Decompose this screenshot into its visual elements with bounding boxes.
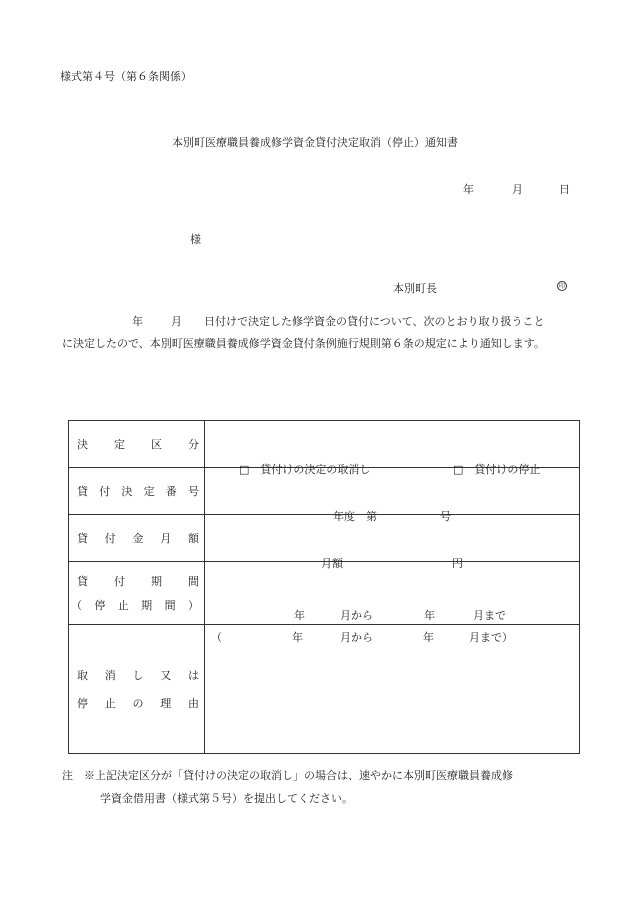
monthly-amount-value-cell (205, 515, 580, 570)
loan-period-label-cell (69, 562, 205, 625)
form-number: 様式第４号（第６条関係） (60, 70, 192, 83)
period-start-month: 月から (340, 609, 373, 622)
loan-number-label: 貸 付 決 定 番 号 (77, 485, 199, 498)
body-year-label: 年 (132, 315, 143, 328)
period-end-month: 月まで (473, 609, 506, 622)
stop-period-label: （ 停 止 期 間 ） (71, 599, 199, 612)
body-text-line1: 日付けで決定した修学資金の貸付について、次のとおり取り扱うこと (204, 315, 545, 328)
cancel-option-checkbox[interactable]: □ 貸付けの決定の取消し (239, 463, 371, 476)
stop-period-start-year: 年 (292, 631, 303, 644)
date-day-label: 日 (559, 183, 570, 196)
reason-label-line1: 取 消 し 又 は (77, 669, 199, 682)
table-row (69, 421, 580, 468)
decision-type-options-cell (205, 421, 580, 476)
note-line1: 注 ※上記決定区分が「貸付けの決定の取消し」の場合は、速やかに本別町医療職員養成修 (62, 769, 513, 782)
fiscal-year-number-label: 年度 第 (333, 510, 377, 523)
monthly-amount-prefix: 月額 (321, 557, 343, 570)
reason-input-cell[interactable] (205, 625, 580, 754)
yen-unit-label: 円 (452, 557, 463, 570)
stop-option-checkbox[interactable]: □ 貸付けの停止 (453, 463, 541, 476)
monthly-amount-label-cell (69, 515, 205, 562)
stop-period-end-year: 年 (423, 631, 434, 644)
decision-table (68, 420, 580, 754)
monthly-amount-label: 貸 付 金 月 額 (77, 532, 199, 545)
body-text-line2: に決定したので、本別町医療職員養成修学資金貸付条例施行規則第６条の規定により通知します。 (62, 337, 545, 350)
table-row (69, 515, 580, 562)
period-start-year: 年 (294, 609, 305, 622)
loan-period-value-cell (205, 562, 580, 644)
decision-type-label: 決 定 区 分 (77, 438, 199, 451)
period-end-year: 年 (424, 609, 435, 622)
decision-type-label-cell (69, 421, 205, 468)
reason-label-line2: 停 止 の 理 由 (77, 697, 199, 710)
number-suffix-label: 号 (440, 510, 451, 523)
date-month-label: 月 (512, 183, 523, 196)
sender-name: 本別町長 (393, 282, 437, 295)
stop-period-start-month: 月から (340, 631, 373, 644)
reason-label-cell (69, 625, 205, 754)
loan-number-label-cell (69, 468, 205, 515)
body-month-label: 月 (171, 315, 182, 328)
stop-period-open-paren: （ (211, 631, 222, 644)
loan-period-label: 貸 付 期 間 (77, 575, 199, 588)
date-year-label: 年 (463, 183, 474, 196)
note-line2: 学資金借用書（様式第５号）を提出してください。 (100, 792, 353, 805)
seal-icon: 印 (558, 283, 565, 290)
addressee-honorific: 様 (190, 233, 201, 246)
stop-period-end-month: 月まで） (469, 631, 513, 644)
document-title: 本別町医療職員養成修学資金貸付決定取消（停止）通知書 (172, 136, 458, 149)
